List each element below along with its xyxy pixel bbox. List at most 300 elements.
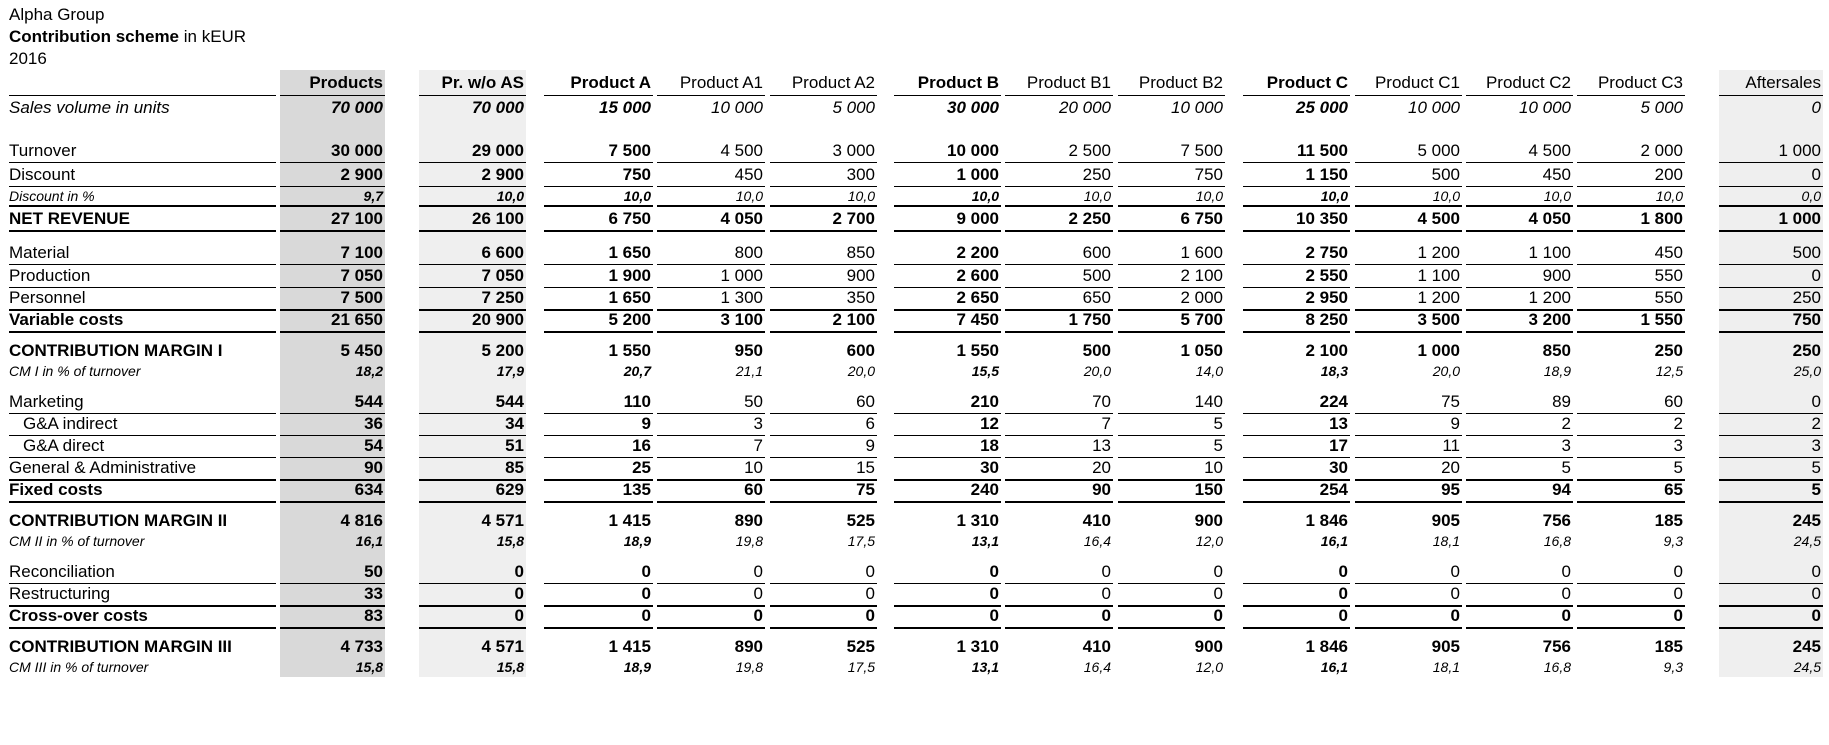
value-cell: 10,0 — [1543, 188, 1571, 204]
value-cell: 12,5 — [1655, 363, 1683, 379]
row-rule — [280, 627, 385, 629]
column-header: Product B2 — [1138, 73, 1223, 92]
value-cell: 2 100 — [832, 310, 875, 329]
value-cell: 300 — [846, 165, 875, 184]
value-cell: 544 — [495, 392, 524, 411]
value-cell: 30 — [980, 458, 999, 477]
report-title-unit: in kEUR — [179, 27, 247, 46]
value-cell: 5 000 — [1417, 141, 1460, 160]
value-cell: 34 — [505, 414, 524, 433]
value-cell: 135 — [622, 480, 651, 499]
row-rule — [1118, 162, 1225, 163]
row-rule — [1719, 205, 1823, 207]
value-cell: 544 — [354, 392, 383, 411]
value-cell: 54 — [364, 436, 383, 455]
value-cell: 26 100 — [472, 209, 524, 228]
value-cell: 4 500 — [720, 141, 763, 160]
row-rule — [770, 95, 877, 96]
table-row — [0, 362, 1829, 380]
value-cell: 600 — [1082, 243, 1111, 262]
value-cell: 20 000 — [1059, 97, 1111, 117]
row-rule — [1005, 331, 1113, 333]
row-label: Discount — [9, 165, 76, 184]
row-rule — [419, 501, 526, 503]
value-cell: 900 — [1194, 511, 1223, 530]
row-label: Turnover — [9, 141, 77, 160]
value-cell: 12 — [980, 414, 999, 433]
value-cell: 0 — [1811, 606, 1821, 625]
value-cell: 1 050 — [1180, 341, 1223, 360]
value-cell: 0 — [989, 606, 999, 625]
value-cell: 10 — [1204, 458, 1223, 477]
value-cell: 0 — [1673, 562, 1683, 581]
row-rule — [1355, 331, 1462, 333]
value-cell: 2 000 — [1640, 141, 1683, 160]
value-cell: 550 — [1654, 266, 1683, 285]
value-cell: 17 — [1329, 436, 1348, 455]
value-cell: 2 — [1561, 414, 1571, 433]
value-cell: 0 — [865, 584, 875, 603]
row-rule — [280, 162, 385, 163]
value-cell: 9,3 — [1663, 533, 1683, 549]
value-cell: 110 — [623, 392, 651, 411]
value-cell: 16,4 — [1083, 533, 1111, 549]
value-cell: 10,0 — [735, 188, 763, 204]
value-cell: 4 816 — [340, 511, 383, 530]
row-rule — [1577, 331, 1685, 333]
row-rule — [1005, 230, 1113, 232]
value-cell: 2 600 — [956, 266, 999, 285]
value-cell: 1 800 — [1640, 209, 1683, 228]
value-cell: 0 — [1213, 606, 1223, 625]
value-cell: 210 — [970, 392, 999, 411]
value-cell: 4 050 — [1528, 209, 1571, 228]
value-cell: 750 — [1194, 165, 1223, 184]
row-rule — [9, 331, 276, 333]
row-rule — [1719, 501, 1823, 503]
value-cell: 2 200 — [956, 243, 999, 262]
row-rule — [770, 162, 877, 163]
value-cell: 0 — [1338, 562, 1348, 581]
column-header: Product A1 — [679, 73, 763, 92]
row-rule — [9, 162, 276, 163]
value-cell: 1 550 — [1640, 310, 1683, 329]
value-cell: 3 — [1673, 436, 1683, 455]
value-cell: 5 — [1561, 458, 1571, 477]
table-row — [0, 164, 1829, 186]
row-label: CONTRIBUTION MARGIN II — [9, 511, 228, 530]
value-cell: 900 — [1542, 266, 1571, 285]
report-year: 2016 — [9, 49, 47, 68]
value-cell: 2 250 — [1068, 209, 1111, 228]
value-cell: 10,0 — [1432, 188, 1460, 204]
row-rule — [657, 627, 765, 629]
row-rule — [1355, 162, 1462, 163]
value-cell: 4 500 — [1528, 141, 1571, 160]
value-cell: 10 000 — [1408, 97, 1460, 117]
value-cell: 4 500 — [1417, 209, 1460, 228]
value-cell: 0 — [1811, 562, 1821, 581]
value-cell: 1 846 — [1305, 637, 1348, 656]
value-cell: 6 600 — [481, 243, 524, 262]
value-cell: 0 — [514, 606, 524, 625]
value-cell: 70 000 — [472, 97, 524, 117]
value-cell: 15 — [856, 458, 875, 477]
value-cell: 6 750 — [1180, 209, 1223, 228]
value-cell: 95 — [1441, 480, 1460, 499]
row-rule — [1355, 230, 1462, 232]
column-header: Products — [309, 73, 383, 92]
table-row — [0, 309, 1829, 331]
value-cell: 9,3 — [1663, 659, 1683, 675]
row-rule — [1577, 627, 1685, 629]
value-cell: 5 200 — [608, 310, 651, 329]
table-row — [0, 391, 1829, 413]
value-cell: 0 — [1450, 562, 1460, 581]
value-cell: 200 — [1654, 165, 1683, 184]
value-cell: 5 700 — [1180, 310, 1223, 329]
row-label: Sales volume in units — [9, 97, 170, 117]
row-rule — [280, 501, 385, 503]
value-cell: 629 — [495, 480, 524, 499]
value-cell: 5 200 — [481, 341, 524, 360]
value-cell: 185 — [1654, 637, 1683, 656]
value-cell: 0 — [1213, 584, 1223, 603]
value-cell: 905 — [1431, 637, 1460, 656]
row-rule — [419, 205, 526, 207]
table-row — [0, 287, 1829, 309]
value-cell: 30 — [1329, 458, 1348, 477]
row-rule — [9, 205, 276, 207]
value-cell: 18,1 — [1432, 659, 1460, 675]
row-rule — [770, 501, 877, 503]
row-label: CM III in % of turnover — [9, 659, 149, 675]
value-cell: 10,0 — [1320, 188, 1348, 204]
value-cell: 1 750 — [1068, 310, 1111, 329]
column-header-row — [0, 72, 1829, 94]
row-rule — [1243, 205, 1350, 207]
value-cell: 25,0 — [1793, 363, 1821, 379]
value-cell: 0 — [753, 606, 763, 625]
value-cell: 60 — [1664, 392, 1683, 411]
row-rule — [544, 331, 653, 333]
row-label: G&A direct — [23, 436, 105, 455]
value-cell: 224 — [1319, 392, 1348, 411]
value-cell: 0 — [865, 606, 875, 625]
value-cell: 18 — [980, 436, 999, 455]
row-rule — [1243, 501, 1350, 503]
table-row — [0, 583, 1829, 605]
row-rule — [9, 230, 276, 232]
table-row — [0, 510, 1829, 532]
row-rule — [1118, 331, 1225, 333]
row-rule — [657, 331, 765, 333]
value-cell: 10,0 — [971, 188, 999, 204]
value-cell: 51 — [505, 436, 524, 455]
value-cell: 10,0 — [1655, 188, 1683, 204]
row-label: Restructuring — [9, 584, 111, 603]
value-cell: 3 — [1811, 436, 1821, 455]
value-cell: 18,9 — [623, 533, 651, 549]
value-cell: 410 — [1082, 637, 1111, 656]
value-cell: 5 — [1673, 458, 1683, 477]
value-cell: 0 — [989, 584, 999, 603]
column-header: Aftersales — [1745, 73, 1821, 92]
value-cell: 20,0 — [1083, 363, 1111, 379]
row-label: Material — [9, 243, 70, 262]
table-row — [0, 208, 1829, 230]
value-cell: 525 — [846, 511, 875, 530]
value-cell: 2 950 — [1305, 288, 1348, 307]
column-header: Product B1 — [1026, 73, 1111, 92]
value-cell: 5 450 — [340, 341, 383, 360]
value-cell: 15,8 — [355, 659, 383, 675]
value-cell: 1 000 — [720, 266, 763, 285]
value-cell: 450 — [1542, 165, 1571, 184]
value-cell: 25 000 — [1296, 97, 1348, 117]
table-row — [0, 97, 1829, 118]
value-cell: 0 — [1213, 562, 1223, 581]
value-cell: 756 — [1542, 511, 1571, 530]
row-rule — [657, 501, 765, 503]
value-cell: 2 900 — [481, 165, 524, 184]
value-cell: 36 — [364, 414, 383, 433]
value-cell: 16,1 — [1320, 659, 1348, 675]
row-rule — [1118, 627, 1225, 629]
row-label: General & Administrative — [9, 458, 197, 477]
value-cell: 0 — [641, 584, 651, 603]
table-row — [0, 479, 1829, 501]
row-rule — [1577, 230, 1685, 232]
row-label: CONTRIBUTION MARGIN III — [9, 637, 232, 656]
value-cell: 19,8 — [735, 533, 763, 549]
row-rule — [544, 230, 653, 232]
value-cell: 11 500 — [1296, 141, 1348, 160]
table-row — [0, 561, 1829, 583]
value-cell: 185 — [1654, 511, 1683, 530]
value-cell: 0 — [1450, 584, 1460, 603]
value-cell: 20,0 — [1432, 363, 1460, 379]
value-cell: 1 550 — [956, 341, 999, 360]
value-cell: 500 — [1082, 341, 1111, 360]
value-cell: 27 100 — [331, 209, 383, 228]
value-cell: 1 415 — [608, 637, 651, 656]
value-cell: 650 — [1082, 288, 1111, 307]
row-rule — [1005, 205, 1113, 207]
value-cell: 4 571 — [481, 637, 524, 656]
row-rule — [657, 205, 765, 207]
row-rule — [1355, 501, 1462, 503]
row-rule — [1466, 501, 1573, 503]
value-cell: 15 000 — [599, 97, 651, 117]
row-rule — [280, 230, 385, 232]
value-cell: 10 — [744, 458, 763, 477]
value-cell: 75 — [856, 480, 875, 499]
value-cell: 240 — [970, 480, 999, 499]
value-cell: 890 — [734, 511, 763, 530]
value-cell: 3 000 — [832, 141, 875, 160]
value-cell: 13,1 — [971, 533, 999, 549]
column-header: Pr. w/o AS — [441, 73, 524, 92]
value-cell: 0 — [1338, 584, 1348, 603]
value-cell: 15,8 — [496, 533, 524, 549]
value-cell: 250 — [1792, 341, 1821, 360]
value-cell: 90 — [1092, 480, 1111, 499]
value-cell: 254 — [1319, 480, 1348, 499]
row-rule — [1005, 501, 1113, 503]
value-cell: 75 — [1441, 392, 1460, 411]
value-cell: 750 — [622, 165, 651, 184]
value-cell: 25 — [632, 458, 651, 477]
value-cell: 850 — [846, 243, 875, 262]
value-cell: 6 — [865, 414, 875, 433]
row-rule — [894, 162, 1001, 163]
value-cell: 10 000 — [1519, 97, 1571, 117]
value-cell: 2 550 — [1305, 266, 1348, 285]
row-rule — [280, 95, 385, 96]
value-cell: 10 000 — [711, 97, 763, 117]
value-cell: 5 — [1811, 480, 1821, 499]
row-rule — [1719, 162, 1823, 163]
value-cell: 1 000 — [1417, 341, 1460, 360]
value-cell: 850 — [1542, 341, 1571, 360]
value-cell: 10,0 — [623, 188, 651, 204]
value-cell: 12,0 — [1195, 533, 1223, 549]
value-cell: 11 — [1442, 436, 1460, 455]
value-cell: 1 000 — [956, 165, 999, 184]
value-cell: 7 050 — [481, 266, 524, 285]
value-cell: 2 100 — [1305, 341, 1348, 360]
row-rule — [1243, 95, 1350, 96]
value-cell: 3 — [1561, 436, 1571, 455]
value-cell: 16,1 — [355, 533, 383, 549]
value-cell: 1 900 — [608, 266, 651, 285]
value-cell: 10,0 — [1195, 188, 1223, 204]
value-cell: 0 — [1101, 606, 1111, 625]
value-cell: 0 — [1811, 392, 1821, 411]
value-cell: 1 846 — [1305, 511, 1348, 530]
value-cell: 16,1 — [1320, 533, 1348, 549]
value-cell: 2 700 — [832, 209, 875, 228]
value-cell: 83 — [364, 606, 383, 625]
row-rule — [9, 627, 276, 629]
value-cell: 17,5 — [847, 659, 875, 675]
value-cell: 20 — [1441, 458, 1460, 477]
value-cell: 5 — [1811, 458, 1821, 477]
value-cell: 350 — [846, 288, 875, 307]
value-cell: 450 — [1654, 243, 1683, 262]
value-cell: 10 000 — [1171, 97, 1223, 117]
value-cell: 250 — [1082, 165, 1111, 184]
value-cell: 0 — [1811, 584, 1821, 603]
value-cell: 1 310 — [956, 511, 999, 530]
value-cell: 13,1 — [971, 659, 999, 675]
row-rule — [544, 162, 653, 163]
row-rule — [657, 95, 765, 96]
value-cell: 10,0 — [496, 188, 524, 204]
table-row — [0, 457, 1829, 479]
row-rule — [1466, 627, 1573, 629]
value-cell: 140 — [1194, 392, 1223, 411]
value-cell: 634 — [354, 480, 383, 499]
row-rule — [544, 205, 653, 207]
value-cell: 10,0 — [1083, 188, 1111, 204]
value-cell: 21,1 — [735, 363, 763, 379]
column-header: Product A — [570, 73, 651, 92]
row-rule — [1355, 95, 1462, 96]
value-cell: 89 — [1552, 392, 1571, 411]
value-cell: 250 — [1654, 341, 1683, 360]
table-row — [0, 340, 1829, 362]
value-cell: 20 — [1092, 458, 1111, 477]
value-cell: 20,0 — [847, 363, 875, 379]
value-cell: 19,8 — [735, 659, 763, 675]
value-cell: 90 — [364, 458, 383, 477]
row-rule — [419, 331, 526, 333]
value-cell: 0 — [641, 562, 651, 581]
value-cell: 0 — [1450, 606, 1460, 625]
value-cell: 33 — [364, 584, 383, 603]
value-cell: 1 100 — [1528, 243, 1571, 262]
value-cell: 9 — [641, 414, 651, 433]
column-header: Product B — [917, 73, 999, 92]
table-row — [0, 187, 1829, 205]
value-cell: 12,0 — [1195, 659, 1223, 675]
value-cell: 16,4 — [1083, 659, 1111, 675]
value-cell: 6 750 — [608, 209, 651, 228]
value-cell: 0,0 — [1801, 188, 1821, 204]
row-rule — [9, 95, 276, 96]
row-rule — [1118, 230, 1225, 232]
value-cell: 7 500 — [340, 288, 383, 307]
value-cell: 7 500 — [1180, 141, 1223, 160]
value-cell: 245 — [1792, 511, 1821, 530]
value-cell: 9 — [1450, 414, 1460, 433]
value-cell: 7 450 — [956, 310, 999, 329]
row-rule — [1005, 627, 1113, 629]
value-cell: 20,7 — [623, 363, 651, 379]
value-cell: 65 — [1664, 480, 1683, 499]
value-cell: 0 — [1561, 584, 1571, 603]
value-cell: 30 000 — [947, 97, 999, 117]
value-cell: 18,9 — [623, 659, 651, 675]
table-row — [0, 242, 1829, 264]
value-cell: 7 100 — [340, 243, 383, 262]
row-rule — [657, 230, 765, 232]
report-title — [9, 26, 246, 48]
value-cell: 500 — [1792, 243, 1821, 262]
value-cell: 500 — [1431, 165, 1460, 184]
row-rule — [1243, 230, 1350, 232]
row-rule — [419, 230, 526, 232]
value-cell: 1 600 — [1180, 243, 1223, 262]
row-rule — [419, 95, 526, 96]
value-cell: 16 — [632, 436, 651, 455]
value-cell: 60 — [744, 480, 763, 499]
value-cell: 750 — [1792, 310, 1821, 329]
row-rule — [894, 205, 1001, 207]
row-label: Variable costs — [9, 310, 124, 329]
value-cell: 756 — [1542, 637, 1571, 656]
row-rule — [1466, 162, 1573, 163]
value-cell: 50 — [744, 392, 763, 411]
value-cell: 905 — [1431, 511, 1460, 530]
value-cell: 4 050 — [720, 209, 763, 228]
value-cell: 1 415 — [608, 511, 651, 530]
row-rule — [894, 95, 1001, 96]
row-rule — [770, 331, 877, 333]
value-cell: 16,8 — [1543, 659, 1571, 675]
